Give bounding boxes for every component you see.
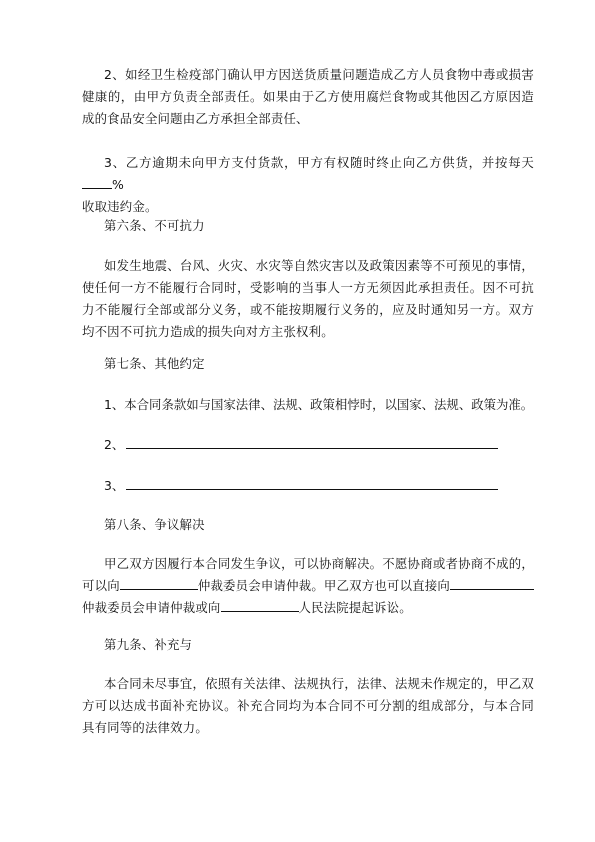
- penalty-rate-blank[interactable]: [82, 174, 112, 189]
- clause-5-item-3: [82, 152, 534, 218]
- article-7-item-1: 1、本合同条款如与国家法律、法规、政策相悖时，以国家、法规、政策为准。: [104, 397, 534, 412]
- arbitration-committee-blank-2[interactable]: [450, 575, 534, 590]
- article-7-item-3: [104, 475, 498, 497]
- article-8-heading: 第八条、争议解决: [104, 517, 205, 532]
- article-6-body: 如发生地震、台风、火灾、水灾等自然灾害以及政策因素等不可预见的事情，使任何一方不能履行合同时，受影响的当事人一方无须因此承担责任。因不可抗力不能履行全部或部分义务，或不能按期履行义务的，应及时通知另一方。双方均不因不可抗力造成的损失向对方主张权利。: [82, 258, 534, 339]
- article-7-item-3-label: 3、: [104, 478, 125, 493]
- arbitration-committee-blank-1[interactable]: [120, 575, 198, 590]
- clause-5-item-3-text: 3、乙方逾期未向甲方支付货款，甲方有权随时终止向乙方供货，并按每天: [104, 155, 534, 170]
- article-7-item-3-blank[interactable]: [126, 475, 498, 490]
- article-8-text-d: 人民法院提起诉讼。: [298, 600, 412, 615]
- article-7-item-2-blank[interactable]: [126, 434, 498, 449]
- article-8-text-a: 甲乙双方因履行本合同发生争议，可以协商解决。不愿协商或者协商不成的，可以向: [82, 556, 534, 593]
- article-9-heading: 第九条、补充与: [104, 637, 193, 652]
- article-8-body: [82, 553, 534, 619]
- article-8-text-b: 仲裁委员会申请仲裁。甲乙双方也可以直接向: [197, 578, 450, 593]
- article-8-text-c: 仲裁委员会申请仲裁或向: [82, 600, 221, 615]
- court-blank[interactable]: [221, 597, 299, 612]
- article-9-body: 本合同未尽事宜，依照有关法律、法规执行，法律、法规未作规定的，甲乙双方可以达成书面补充协议。补充合同均为本合同不可分割的组成部分，与本合同具有同等的法律效力。: [82, 676, 534, 735]
- article-7-heading: 第七条、其他约定: [104, 356, 205, 371]
- article-6-heading: 第六条、不可抗力: [104, 218, 205, 233]
- article-7-item-2: [104, 434, 498, 456]
- article-7-item-2-label: 2、: [104, 437, 125, 452]
- percent-sign: %: [112, 177, 124, 192]
- clause-5-item-3-tail: 收取违约金。: [82, 199, 158, 214]
- clause-5-item-2: 2、如经卫生检疫部门确认甲方因送货质量问题造成乙方人员食物中毒或损害健康的，由甲方负责全部责任。如果由于乙方使用腐烂食物或其他因乙方原因造成的食品安全问题由乙方承担全部责任、: [82, 67, 534, 126]
